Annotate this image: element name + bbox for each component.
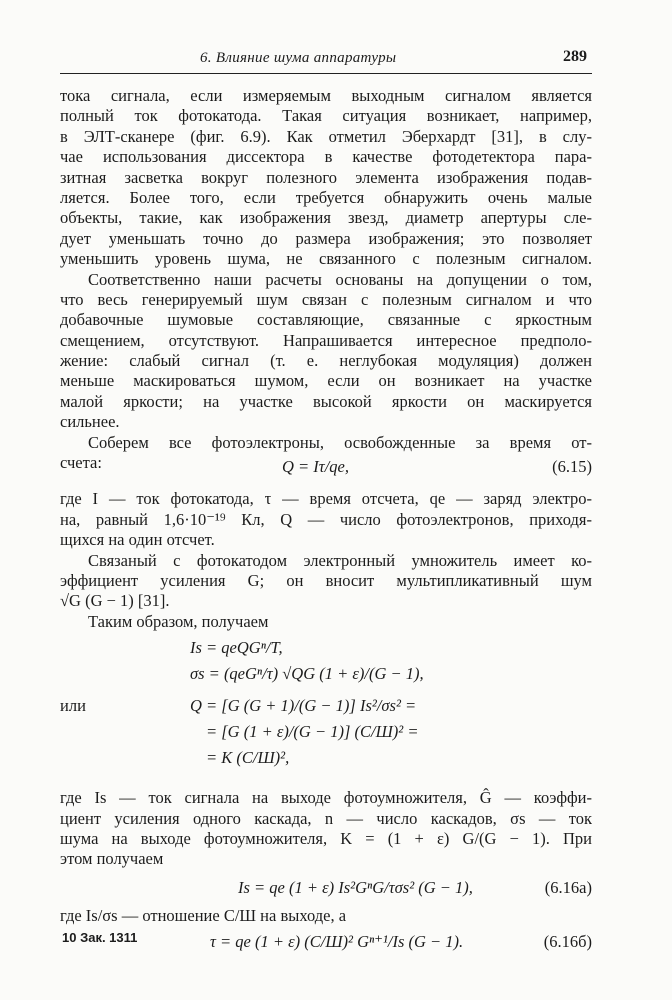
text-line: зитная засветка вокруг полезного элемента изображения подав- (60, 167, 592, 187)
paragraph-4 (60, 489, 592, 550)
text-line: этом получаем (60, 849, 164, 869)
text-line: щихся на один отсчет. (60, 530, 215, 550)
text-line: √G (G − 1) [31]. (60, 591, 170, 611)
text-line: жение: слабый сигнал (т. е. неглубокая модуляция) должен (60, 351, 592, 371)
text-line: Соберем все фотоэлектроны, освобожденные за время от- (88, 432, 592, 452)
paragraph-6 (60, 612, 592, 632)
equation-number: (6.15) (552, 457, 592, 477)
printer-signature: 10 Зак. 1311 (62, 930, 138, 945)
equation-6-16a (60, 874, 592, 902)
equation-6-15 (60, 453, 592, 481)
text-line: чае использования диссектора в качестве фотодетектора пара- (60, 147, 592, 167)
equation-line: Q = [G (G + 1)/(G − 1)] Is²/σs² = (190, 696, 417, 716)
paragraph-1 (60, 86, 592, 270)
text-line: полный ток фотокатода. Такая ситуация возникает, например, (60, 106, 592, 126)
equation-body: Is = qe (1 + ε) Is²GⁿG/τσs² (G − 1), (238, 877, 473, 897)
text-line: на, равный 1,6·10⁻¹⁹ Кл, Q — число фотоэлектронов, приходя- (60, 509, 592, 529)
text-line: циент усиления одного каскада, n — число каскадов, σs — ток (60, 808, 592, 828)
text-line: где Is — ток сигнала на выходе фотоумножителя, Ĝ — коэффи- (60, 788, 592, 808)
text-line: что весь генерируемый шум связан с полезным сигналом и что (60, 289, 592, 309)
equation-number: (6.16б) (543, 932, 592, 952)
text-line: Связаный с фотокатодом электронный умножитель имеет ко- (88, 550, 592, 570)
paragraph-5 (60, 551, 592, 612)
text-line: меньше маскироваться шумом, если он возникает на участке (60, 371, 592, 391)
body-text (60, 86, 592, 956)
equation-system (60, 638, 592, 780)
text-line: дует уменьшать точно до размера изображения; это позволяет (60, 228, 592, 248)
equation-number: (6.16a) (544, 877, 592, 897)
text-line: Таким образом, получаем (88, 611, 269, 631)
paragraph-2 (60, 270, 592, 433)
text-line: сильнее. (60, 412, 120, 432)
text-line: смещением, отсутствуют. Напрашивается интересное предполо- (60, 330, 592, 350)
equation-line: = [G (1 + ε)/(G − 1)] (С/Ш)² = (206, 722, 419, 742)
text-line: счета: (60, 453, 102, 473)
text-line: Соответственно наши расчеты основаны на допущении о том, (88, 269, 592, 289)
equation-6-16b (60, 928, 592, 956)
text-line: тока сигнала, если измеряемым выходным сигналом является (60, 86, 592, 105)
equation-body: Q = Iτ/qe, (282, 457, 349, 477)
text-line: ляется. Более того, если требуется обнаружить очень малые (60, 187, 592, 207)
header-rule (60, 73, 592, 74)
text-line: объекты, такие, как изображения звезд, диаметр апертуры сле- (60, 208, 592, 228)
paragraph-7 (60, 788, 592, 870)
text-line: в ЭЛТ-сканере (фиг. 6.9). Как отметил Эберхардт [31], в слу- (60, 126, 592, 146)
conjunction-text: или (60, 696, 86, 716)
equation-line: Is = qeQGⁿ/T, (190, 638, 283, 658)
text-line: где I — ток фотокатода, τ — время отсчета, qe — заряд электро- (60, 489, 592, 509)
text-line: малой яркости; на участке высокой яркости он маскируется (60, 391, 592, 411)
equation-line: = K (С/Ш)², (206, 748, 290, 768)
text-line: эффициент усиления G; он вносит мультипликативный шум (60, 570, 592, 590)
text-line: уменьшить уровень шума, не связанного с полезным сигналом. (60, 249, 592, 269)
text-line: добавочные шумовые составляющие, связанные с яркостным (60, 310, 592, 330)
running-head-title: 6. Влияние шума аппаратуры (200, 50, 397, 66)
page-number: 289 (563, 48, 587, 65)
equation-body: τ = qe (1 + ε) (С/Ш)² Gⁿ⁺¹/Is (G − 1). (210, 932, 464, 952)
text-line: шума на выходе фотоумножителя, K = (1 + ε) G/(G − 1). При (60, 828, 592, 848)
text-line: где Is/σs — отношение С/Ш на выходе, а (60, 905, 347, 925)
paragraph-8 (60, 906, 592, 926)
equation-line: σs = (qeGⁿ/τ) √QG (1 + ε)/(G − 1), (190, 664, 424, 684)
